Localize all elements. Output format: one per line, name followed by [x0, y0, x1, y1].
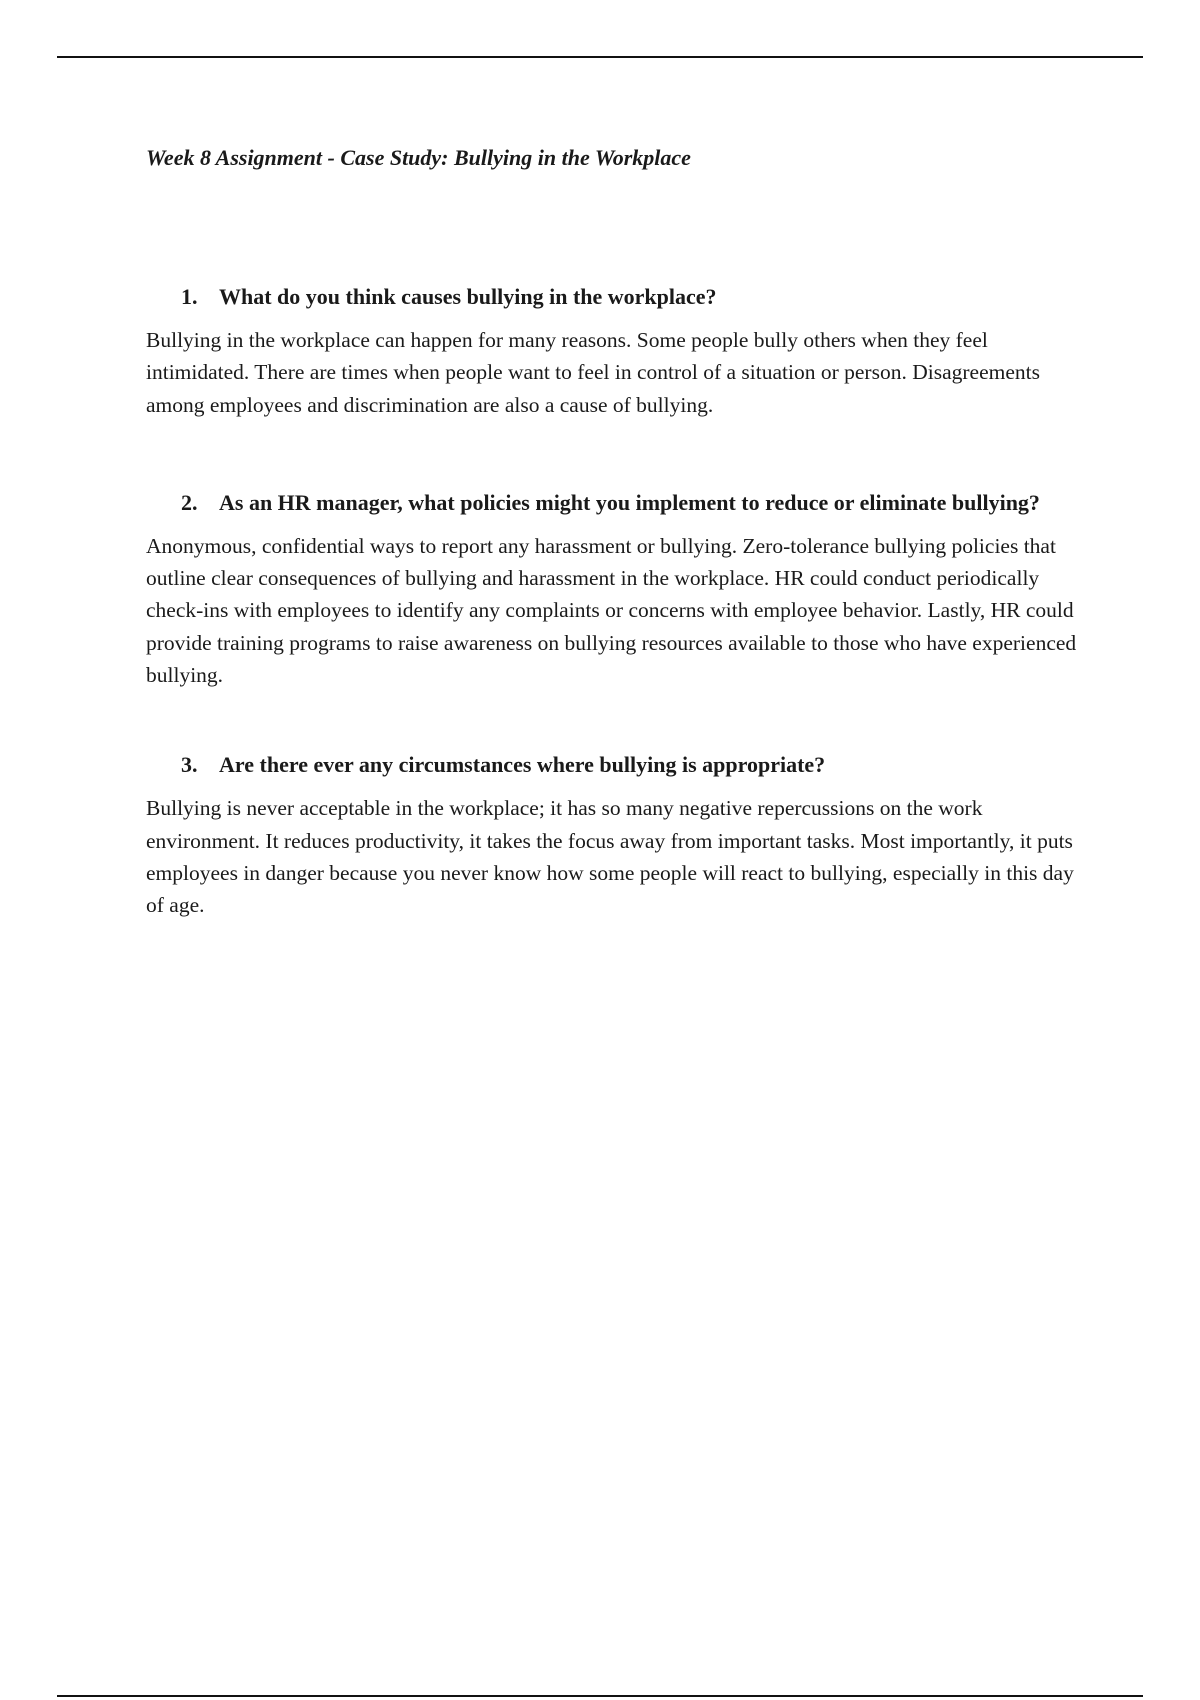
question-text: Are there ever any circumstances where bullying is appropriate? [219, 752, 826, 778]
question-number: 2. [181, 489, 198, 515]
question-number: 3. [181, 752, 198, 778]
question-3 [146, 749, 1096, 780]
question-text: What do you think causes bullying in the workplace? [219, 284, 717, 309]
question-2 [146, 487, 1096, 518]
question-1 [146, 281, 1096, 312]
answer-3: Bullying is never acceptable in the workplace; it has so many negative repercussions on the work environment. It reduces productivity, it takes the focus away from important tasks. Most importantly, it puts employees in danger because you never know how some people will react to bullying, especially in this day of age. [146, 796, 1074, 918]
answer-2: Anonymous, confidential ways to report any harassment or bullying. Zero-tolerance bullying policies that outline clear consequences of bullying and harassment in the workplace. HR could conduct periodically check-ins with employees to identify any complaints or concerns with employee behavior. Lastly, HR could provide training programs to raise awareness on bullying resources available to those who have experienced bullying. [146, 533, 1077, 688]
document-body [146, 142, 1096, 922]
header-rule [57, 56, 1143, 58]
footer-rule [57, 1695, 1143, 1697]
question-text: As an HR manager, what policies might you implement to reduce or eliminate bullying? [219, 489, 1040, 515]
question-number: 1. [181, 284, 198, 309]
answer-1: Bullying in the workplace can happen for many reasons. Some people bully others when they feel intimidated. There are times when people want to feel in control of a situation or person. Disagreements among employees and discrimination are also a cause of bullying. [146, 328, 1040, 417]
document-title: Week 8 Assignment - Case Study: Bullying in the Workplace [146, 145, 691, 170]
